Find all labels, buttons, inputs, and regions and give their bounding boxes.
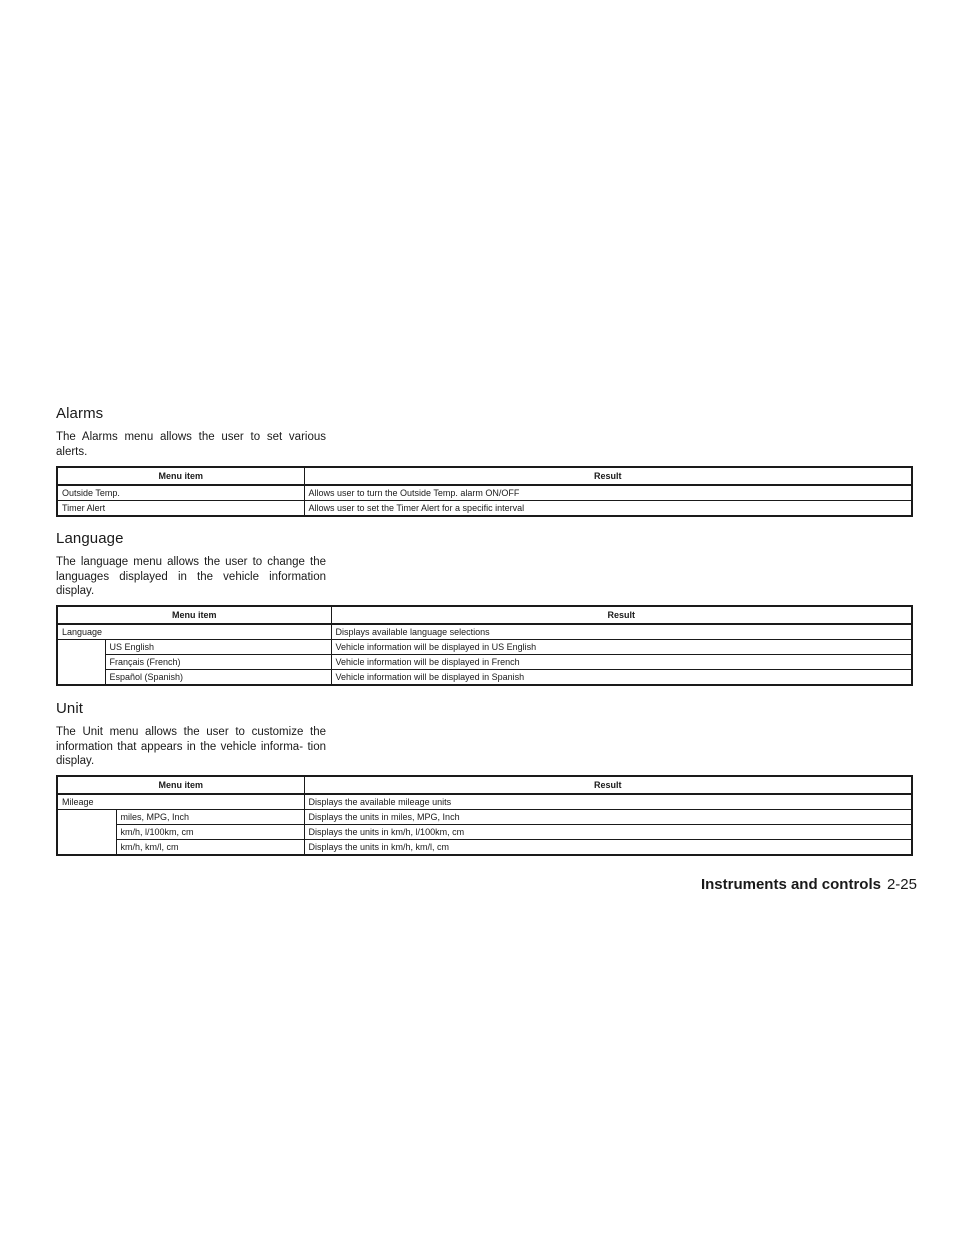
unit-table	[56, 775, 913, 856]
result-cell: Displays the available mileage units	[304, 794, 912, 810]
table-row	[57, 810, 912, 825]
result-cell: Vehicle information will be displayed in US English	[331, 640, 912, 655]
alarms-heading: Alarms	[56, 405, 104, 422]
page-footer	[701, 876, 917, 894]
chapter-title: Instruments and controls	[700, 876, 881, 893]
language-section	[56, 530, 326, 599]
table-row	[57, 825, 912, 840]
language-heading: Language	[56, 530, 124, 547]
menu-subitem-cell: km/h, l/100km, cm	[116, 825, 304, 840]
language-table	[56, 605, 913, 686]
result-cell: Displays available language selections	[331, 624, 912, 640]
table-header-row	[57, 606, 912, 624]
table-row	[57, 655, 912, 670]
table-row	[57, 840, 912, 856]
table-row	[57, 485, 912, 501]
indent-cell	[57, 810, 116, 825]
result-cell: Vehicle information will be displayed in Spanish	[331, 670, 912, 686]
table-header-row	[57, 776, 912, 794]
table-row	[57, 501, 912, 517]
indent-cell	[57, 655, 105, 670]
unit-section	[56, 700, 326, 769]
menu-item-cell: Language	[57, 624, 331, 640]
unit-heading: Unit	[56, 700, 84, 717]
alarms-section	[56, 405, 326, 459]
table-row	[57, 624, 912, 640]
column-header-menu-item: Menu item	[57, 776, 304, 794]
menu-subitem-cell: Français (French)	[105, 655, 331, 670]
page-number: 2-25	[886, 876, 917, 893]
menu-subitem-cell: Español (Spanish)	[105, 670, 331, 686]
alarms-intro: The Alarms menu allows the user to set various alerts.	[56, 431, 326, 458]
table-row	[57, 670, 912, 686]
indent-cell	[57, 825, 116, 840]
column-header-menu-item: Menu item	[57, 467, 304, 485]
column-header-result: Result	[331, 606, 912, 624]
column-header-result: Result	[304, 776, 912, 794]
table-row	[57, 794, 912, 810]
result-cell: Displays the units in miles, MPG, Inch	[304, 810, 912, 825]
indent-cell	[57, 640, 105, 655]
result-cell: Allows user to set the Timer Alert for a specific interval	[304, 501, 912, 517]
menu-subitem-cell: US English	[105, 640, 331, 655]
result-cell: Allows user to turn the Outside Temp. alarm ON/OFF	[304, 485, 912, 501]
indent-cell	[57, 670, 105, 686]
menu-item-cell: Outside Temp.	[57, 485, 304, 501]
language-intro: The language menu allows the user to change the languages displayed in the vehicle information display.	[56, 556, 326, 597]
menu-subitem-cell: miles, MPG, Inch	[116, 810, 304, 825]
column-header-menu-item: Menu item	[57, 606, 331, 624]
unit-intro: The Unit menu allows the user to customize the information that appears in the vehicle informa- tion display.	[56, 726, 326, 767]
alarms-table	[56, 466, 913, 517]
column-header-result: Result	[304, 467, 912, 485]
menu-subitem-cell: km/h, km/l, cm	[116, 840, 304, 856]
menu-item-cell: Mileage	[57, 794, 304, 810]
result-cell: Vehicle information will be displayed in French	[331, 655, 912, 670]
result-cell: Displays the units in km/h, km/l, cm	[304, 840, 912, 856]
menu-item-cell: Timer Alert	[57, 501, 304, 517]
indent-cell	[57, 840, 116, 856]
table-row	[57, 640, 912, 655]
table-header-row	[57, 467, 912, 485]
result-cell: Displays the units in km/h, l/100km, cm	[304, 825, 912, 840]
